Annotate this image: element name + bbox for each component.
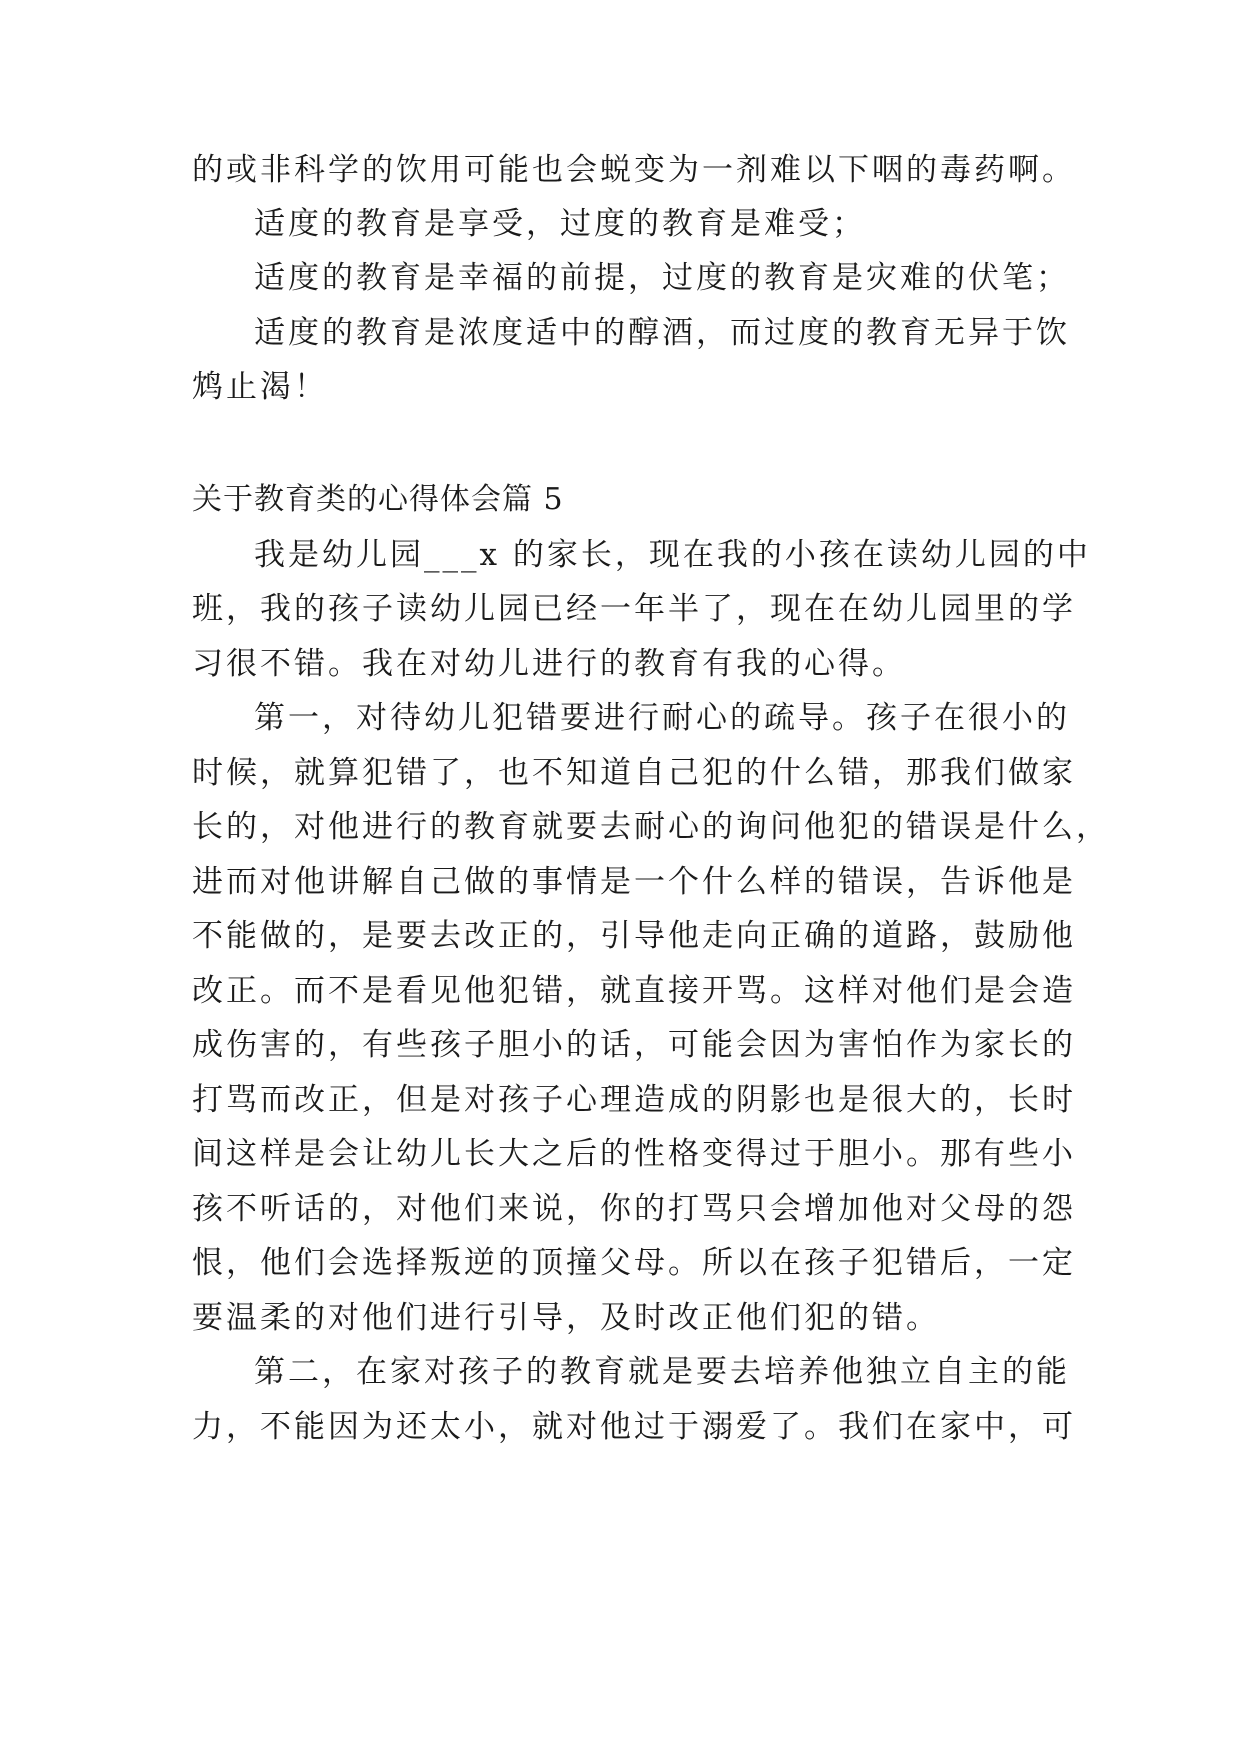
paragraph-line: 恨，他们会选择叛逆的顶撞父母。所以在孩子犯错后，一定 bbox=[192, 1245, 1076, 1281]
paragraph-line: 第二，在家对孩子的教育就是要去培养他独立自主的能 bbox=[254, 1354, 1070, 1390]
paragraph-line: 适度的教育是幸福的前提，过度的教育是灾难的伏笔； bbox=[254, 260, 1070, 296]
section-heading: 关于教育类的心得体会篇 5 bbox=[192, 482, 564, 517]
paragraph-line: 打骂而改正，但是对孩子心理造成的阴影也是很大的，长时 bbox=[192, 1082, 1076, 1118]
paragraph-line: 改正。而不是看见他犯错，就直接开骂。这样对他们是会造 bbox=[192, 973, 1076, 1009]
paragraph-line: 孩不听话的，对他们来说，你的打骂只会增加他对父母的怨 bbox=[192, 1191, 1076, 1227]
paragraph-line: 鸩止渴！ bbox=[192, 369, 328, 405]
paragraph-line: 适度的教育是浓度适中的醇酒，而过度的教育无异于饮 bbox=[254, 315, 1070, 351]
paragraph-line: 班，我的孩子读幼儿园已经一年半了，现在在幼儿园里的学 bbox=[192, 591, 1076, 627]
paragraph-line: 长的，对他进行的教育就要去耐心的询问他犯的错误是什么， bbox=[192, 809, 1110, 845]
paragraph-line: 不能做的，是要去改正的，引导他走向正确的道路，鼓励他 bbox=[192, 918, 1076, 954]
paragraph-line: 要温柔的对他们进行引导，及时改正他们犯的错。 bbox=[192, 1300, 940, 1336]
paragraph-line: 进而对他讲解自己做的事情是一个什么样的错误，告诉他是 bbox=[192, 864, 1076, 900]
paragraph-line: 我是幼儿园___x 的家长，现在我的小孩在读幼儿园的中 bbox=[254, 537, 1091, 573]
paragraph-line: 适度的教育是享受，过度的教育是难受； bbox=[254, 206, 866, 242]
paragraph-line: 力，不能因为还太小，就对他过于溺爱了。我们在家中，可 bbox=[192, 1409, 1076, 1445]
paragraph-line: 时候，就算犯错了，也不知道自己犯的什么错，那我们做家 bbox=[192, 755, 1076, 791]
paragraph-line: 的或非科学的饮用可能也会蜕变为一剂难以下咽的毒药啊。 bbox=[192, 152, 1076, 188]
paragraph-line: 习很不错。我在对幼儿进行的教育有我的心得。 bbox=[192, 646, 906, 682]
paragraph-line: 第一，对待幼儿犯错要进行耐心的疏导。孩子在很小的 bbox=[254, 700, 1070, 736]
paragraph-line: 成伤害的，有些孩子胆小的话，可能会因为害怕作为家长的 bbox=[192, 1027, 1076, 1063]
paragraph-line: 间这样是会让幼儿长大之后的性格变得过于胆小。那有些小 bbox=[192, 1136, 1076, 1172]
